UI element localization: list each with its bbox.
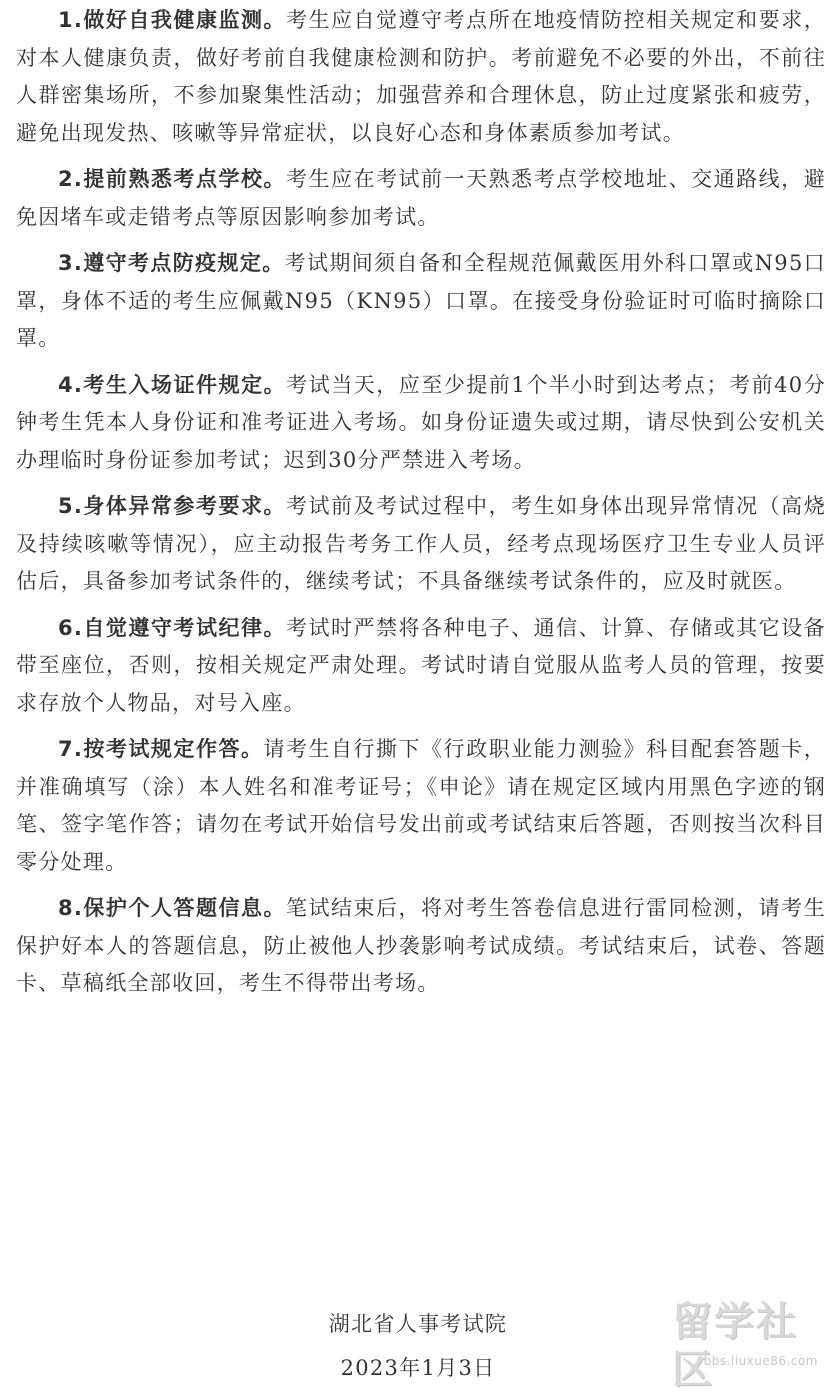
item-heading: 5.身体异常参考要求。 bbox=[58, 494, 286, 518]
item-text: 笔试结束后，将对考生答卷信息进行雷同检测，请考生保护好本人的答题信息，防止被他人抄袭影响考试成绩。考试结束后，试卷、答题卡、草稿纸全部收回，考生不得带出考场。 bbox=[16, 896, 826, 995]
item-text: 考生应自觉遵守考点所在地疫情防控相关规定和要求，对本人健康负责，做好考前自我健康检测和防护。考前避免不必要的外出，不前往人群密集场所，不参加聚集性活动；加强营养和合理休息，防止过度紧张和疲劳，避免出现发热、咳嗽等异常症状，以良好心态和身体素质参加考试。 bbox=[16, 8, 826, 145]
item-text: 考生应在考试前一天熟悉考点学校地址、交通路线，避免因堵车或走错考点等原因影响参加考试。 bbox=[16, 167, 826, 229]
watermark-url: bbs.liuxue86.com bbox=[703, 1354, 818, 1368]
item-text: 请考生自行撕下《行政职业能力测验》科目配套答题卡，并准确填写（涂）本人姓名和准考证号；《申论》请在规定区域内用黑色字迹的钢笔、签字笔作答；请勿在考试开始信号发出前或考试结束后答题，否则按当次科目零分处理。 bbox=[16, 737, 827, 874]
signature-date: 2023年1月3日 bbox=[340, 1356, 496, 1380]
notice-item-5 bbox=[16, 488, 826, 601]
item-heading: 1.做好自我健康监测。 bbox=[58, 8, 286, 32]
notice-item-8 bbox=[16, 890, 826, 1003]
notice-item-1 bbox=[16, 2, 826, 152]
watermark-logo: 留学社区 bbox=[672, 1299, 798, 1393]
notice-item-4 bbox=[16, 367, 826, 480]
notice-document bbox=[16, 2, 826, 1012]
notice-item-7 bbox=[16, 731, 826, 881]
item-heading: 8.保护个人答题信息。 bbox=[58, 896, 286, 920]
item-heading: 2.提前熟悉考点学校。 bbox=[58, 167, 286, 191]
notice-item-6 bbox=[16, 610, 826, 723]
notice-item-3 bbox=[16, 245, 826, 358]
item-text: 考试时严禁将各种电子、通信、计算、存储或其它设备带至座位，否则，按相关规定严肃处理。考试时请自觉服从监考人员的管理，按要求存放个人物品，对号入座。 bbox=[16, 615, 826, 715]
item-text: 考试期间须自备和全程规范佩戴医用外科口罩或N95口罩，身体不适的考生应佩戴N95（KN95）口罩。在接受身份验证时可临时摘除口罩。 bbox=[16, 251, 826, 350]
item-text: 考试前及考试过程中，考生如身体出现异常情况（高烧及持续咳嗽等情况），应主动报告考务工作人员，经考点现场医疗卫生专业人员评估后，具备参加考试条件的，继续考试；不具备继续考试条件的，应及时就医。 bbox=[16, 494, 826, 593]
item-heading: 4.考生入场证件规定。 bbox=[58, 372, 287, 397]
item-heading: 6.自觉遵守考试纪律。 bbox=[58, 615, 286, 640]
item-text: 考试当天，应至少提前1个半小时到达考点；考前40分钟考生凭本人身份证和准考证进入考场。如身份证遗失或过期，请尽快到公安机关办理临时身份证参加考试；迟到30分严禁进入考场。 bbox=[16, 372, 826, 472]
signature-organization: 湖北省人事考试院 bbox=[328, 1312, 508, 1336]
item-heading: 7.按考试规定作答。 bbox=[58, 737, 264, 761]
item-heading: 3.遵守考点防疫规定。 bbox=[58, 251, 285, 275]
notice-item-2 bbox=[16, 161, 826, 236]
